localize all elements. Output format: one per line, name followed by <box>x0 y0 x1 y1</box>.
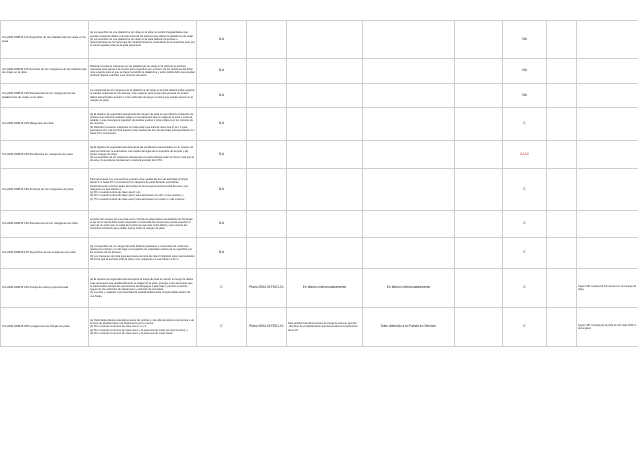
applicability-cell[interactable]: N.A <box>197 108 247 141</box>
requirement-id[interactable]: CS-ADR-ORB-B.110 Superficie de las plataformas de viraje en la pista <box>1 21 89 59</box>
compliance-status-cell[interactable]: C <box>503 269 547 308</box>
applicability-cell[interactable]: N.A <box>197 21 247 59</box>
requirement-id[interactable]: CS-ADR-ORB-B.115 Anchura de los márgenes de las plataformas de viraje en la pista <box>1 59 89 84</box>
justification-cell[interactable] <box>287 211 363 238</box>
empty-cell[interactable] <box>547 21 577 59</box>
table-row <box>1 308 638 347</box>
table-row <box>1 21 638 59</box>
empty-cell[interactable] <box>455 59 503 84</box>
requirement-text[interactable]: (a) Toda franja deberá extenderse antes del umbral y más allá del extremo de la pista o de la zona de parada hasta una distancia de por lo menos: (1) 60 m cuando el número de clave sea 2, 3 o 4; (2) 60 m cuando el número de clave sea 1 y la pista sea de vuelo por instrumentos; y (3) 30 m cuando el número de clave sea 1 y la pista sea de vuelo visual. <box>89 308 197 347</box>
table-row <box>1 211 638 238</box>
data-source-cell[interactable] <box>363 108 455 141</box>
empty-cell[interactable] <box>455 238 503 269</box>
data-source-cell[interactable] <box>363 211 455 238</box>
remarks-cell[interactable] <box>577 59 638 84</box>
requirement-id[interactable]: CS-ADR-ORB-B.140 Resistencia de los márgenes de pista <box>1 211 89 238</box>
empty-cell[interactable] <box>547 84 577 108</box>
evidence-document-cell[interactable] <box>247 84 287 108</box>
evidence-document-cell[interactable] <box>247 108 287 141</box>
remarks-cell[interactable] <box>577 84 638 108</box>
applicability-cell[interactable]: N.A <box>197 59 247 84</box>
remarks-cell[interactable]: Según AIP, la franja de la pista 01-19 mide 2020 m de longitud. <box>577 308 638 347</box>
table-row <box>1 84 638 108</box>
requirement-id[interactable]: CS-ADR-ORB-B.120 Resistencia de los márgenes de las plataformas de viraje en la pista <box>1 84 89 108</box>
remarks-cell[interactable]: Según AIP, la pista 01-19 cuenta con una franja de pista. <box>577 269 638 308</box>
applicability-cell[interactable]: N.A <box>197 238 247 269</box>
requirement-text[interactable]: (a) El objetivo de seguridad operacional del margen de pista es que deberá construirse de manera que reduzca cualquier peligro a una aeronave que se salga de la pista o zona de parada, y que prevenga la ingestión de piedras sueltas u otros objetos por los motores de los motores. (b) Deberán proveerse márgenes en toda pista cuya letra de clave sea D, E o F para aeronaves con una anchura exterior entre ruedas del tren de aterrizaje principal desde 9 m hasta 15 m (exclusive). <box>89 108 197 141</box>
empty-cell[interactable] <box>455 84 503 108</box>
justification-cell[interactable] <box>287 84 363 108</box>
requirement-id[interactable]: CS-ADR-ORB-B.145 Superficie de los márgenes de pista <box>1 238 89 269</box>
requirement-text[interactable]: (a) El objetivo de seguridad operacional de las pendientes transversales en un margen de pista es favorecer la evacuación más rápida del agua de la superficie de la pista y del propio margen de pista. (b) La superficie de los márgenes adyacentes a la pista deberá estar al mismo nivel que la de esta y la pendiente transversal no deberá exceder del 2,5%. <box>89 141 197 169</box>
remarks-cell[interactable] <box>577 141 638 169</box>
data-source-cell[interactable] <box>363 84 455 108</box>
requirement-id[interactable]: CS-ADR-ORB-B.150 Franja de pista proporcionada <box>1 269 89 308</box>
data-source-cell[interactable] <box>363 21 455 59</box>
requirement-text[interactable]: (a) El objetivo de seguridad operacional de la franja de pista es reducir el riesgo de daños a las aeronaves que accidentalmente se salgan de la pista, proteger a las aeronaves que la sobrevuelan durante las operaciones de despegue o aterrizaje y permitir el acceso seguro de los vehículos de salvamento y extinción de incendios. (b) La pista y cualquier zona asociada de parada deberá estar comprendidas dentro de una franja. <box>89 269 197 308</box>
applicability-cell[interactable]: C <box>197 308 247 347</box>
applicability-cell[interactable]: N.A <box>197 211 247 238</box>
empty-cell[interactable] <box>547 308 577 347</box>
justification-cell[interactable] <box>287 108 363 141</box>
remarks-cell[interactable] <box>577 108 638 141</box>
requirement-text[interactable]: Para aeronaves con una anchura exterior entre ruedas del tren de aterrizaje principal desde 9 m hasta 15 m (exclusive) los márgenes de pista deberán extenderse simétricamente a ambos lados de la pista de forma que la anchura total de ésta y sus márgenes no sea inferior a: (a) 60 m cuando la letra de clave sea D o E; (b) 60 m cuando la letra de clave sea F para aeronaves con dos o tres motores; y (c) 75 m cuando la letra de clave sea F para aeronaves con cuatro o más motores. <box>89 169 197 211</box>
justification-cell[interactable] <box>287 238 363 269</box>
evidence-document-cell[interactable]: Plano 0054-01PG01-01 <box>247 308 287 347</box>
evidence-document-cell[interactable] <box>247 211 287 238</box>
data-source-cell[interactable] <box>363 141 455 169</box>
requirement-text[interactable]: (a) La superficie de un margen de pista deberá prepararse o construirse de modo que resista a la erosión y no dé lugar a la ingestión de materiales sueltos de su superficie por los motores de los aviones. (b) Los márgenes de pista para aeronaves de letra de clave F deberán estar pavimentados de forma que la anchura total de pista y sus márgenes no sea inferior a 60 m. <box>89 238 197 269</box>
requirement-id[interactable]: CS-ADR-ORB-B.135 Anchura de los márgenes de pista <box>1 169 89 211</box>
evidence-document-cell[interactable] <box>247 238 287 269</box>
requirement-id[interactable]: CS-ADR-ORB-B.130 Pendientes en márgenes de pista <box>1 141 89 169</box>
empty-cell[interactable] <box>547 108 577 141</box>
applicability-cell[interactable]: N.A <box>197 169 247 211</box>
remarks-cell[interactable] <box>577 169 638 211</box>
evidence-document-cell[interactable] <box>247 59 287 84</box>
justification-cell[interactable]: Para justificar las dimensiones de franja de pista se aportan: - El plano de emplazamiento que demuestra el cumplimiento de la CS. <box>287 308 363 347</box>
table-row <box>1 108 638 141</box>
requirement-id[interactable]: CS-ADR-ORB-B.155 Longitud de las franjas de pista <box>1 308 89 347</box>
compliance-status-cell[interactable]: C <box>503 108 547 141</box>
table-row <box>1 269 638 308</box>
requirement-text[interactable]: (a) La superficie de una plataforma de viraje en la pista no tendrá irregularidades que puedan ocasionar daños a la estructura de los aviones que utilicen la plataforma de viraje. (b) La superficie de una plataforma de viraje en la pista deberá construirse o repavimentarse de forma tal que las características de rozamiento de la superficie sean por lo menos iguales a las de la pista adyacente. <box>89 21 197 59</box>
requirement-id[interactable]: CS-ADR-ORB-B.125 Márgenes de pista <box>1 108 89 141</box>
empty-cell[interactable] <box>547 269 577 308</box>
empty-cell[interactable] <box>455 141 503 169</box>
remarks-cell[interactable] <box>577 238 638 269</box>
data-source-cell[interactable]: En blanco intencionadamente <box>363 269 455 308</box>
compliance-status-cell[interactable]: NA <box>503 21 547 59</box>
data-source-cell[interactable]: Dato obtenido a la Puesta en Servicio <box>363 308 455 347</box>
empty-cell[interactable] <box>455 211 503 238</box>
applicability-cell[interactable]: C <box>197 269 247 308</box>
evidence-document-cell[interactable] <box>247 141 287 169</box>
empty-cell[interactable] <box>547 169 577 211</box>
applicability-cell[interactable]: N.A <box>197 141 247 169</box>
table-row <box>1 238 638 269</box>
empty-cell[interactable] <box>455 308 503 347</box>
justification-cell[interactable] <box>287 21 363 59</box>
remarks-cell[interactable] <box>577 211 638 238</box>
data-source-cell[interactable] <box>363 238 455 269</box>
compliance-status-cell[interactable]: C <box>503 169 547 211</box>
remarks-cell[interactable] <box>577 21 638 59</box>
compliance-status-cell[interactable]: C <box>503 238 547 269</box>
empty-cell[interactable] <box>547 59 577 84</box>
empty-cell[interactable] <box>547 238 577 269</box>
justification-cell[interactable] <box>287 141 363 169</box>
compliance-table <box>0 20 638 347</box>
empty-cell[interactable] <box>455 21 503 59</box>
empty-cell[interactable] <box>547 141 577 169</box>
compliance-status-cell[interactable]: NA <box>503 59 547 84</box>
compliance-status-cell[interactable]: NA <box>503 84 547 108</box>
empty-cell[interactable] <box>455 269 503 308</box>
evidence-document-cell[interactable] <box>247 21 287 59</box>
justification-cell[interactable]: En blanco intencionadamente <box>287 269 363 308</box>
table-row <box>1 169 638 211</box>
justification-cell[interactable] <box>287 169 363 211</box>
table-row <box>1 141 638 169</box>
data-source-cell[interactable] <box>363 169 455 211</box>
requirement-text[interactable]: Deberán proveerse márgenes en las plataformas de viraje en la pista de la anchura necesaria para prevenir la erosión de la superficie por el chorro de los reactores del avión más exigente para el que se haya concebido la plataforma y todo posible daño que puedan producir objetos extraños a los motores del avión. <box>89 59 197 84</box>
empty-cell[interactable] <box>547 211 577 238</box>
requirement-text[interactable]: La resistencia de los márgenes de la plataforma de viraje en la pista deberá poder soportar el tránsito ocasional de los aviones, más exigente para el que ésta prevista sin inducir daños estructurales al avión o a los vehículos de apoyo en tierra que puedan operar en el margen de pista. <box>89 84 197 108</box>
empty-cell[interactable] <box>455 169 503 211</box>
compliance-status-cell[interactable]: DAAD <box>503 141 547 169</box>
applicability-cell[interactable]: N.A <box>197 84 247 108</box>
compliance-status-cell[interactable]: C <box>503 211 547 238</box>
evidence-document-cell[interactable]: Plano 0054-01PG01-01 <box>247 269 287 308</box>
table-row <box>1 59 638 84</box>
compliance-status-cell[interactable]: C <box>503 308 547 347</box>
data-source-cell[interactable] <box>363 59 455 84</box>
justification-cell[interactable] <box>287 59 363 84</box>
evidence-document-cell[interactable] <box>247 169 287 211</box>
compliance-spreadsheet <box>0 20 638 346</box>
empty-cell[interactable] <box>455 108 503 141</box>
requirement-text[interactable]: La parte del margen de una pista entre el borde de pista hasta una distancia de 30 desde el eje de la misma debe estar preparada o construida de manera que pueda soportar el peso de un avión que se salga de la pista sin que éste sufra daños y que soporte los vehículos terrestres que puedan operar sobre el margen de pista. <box>89 211 197 238</box>
